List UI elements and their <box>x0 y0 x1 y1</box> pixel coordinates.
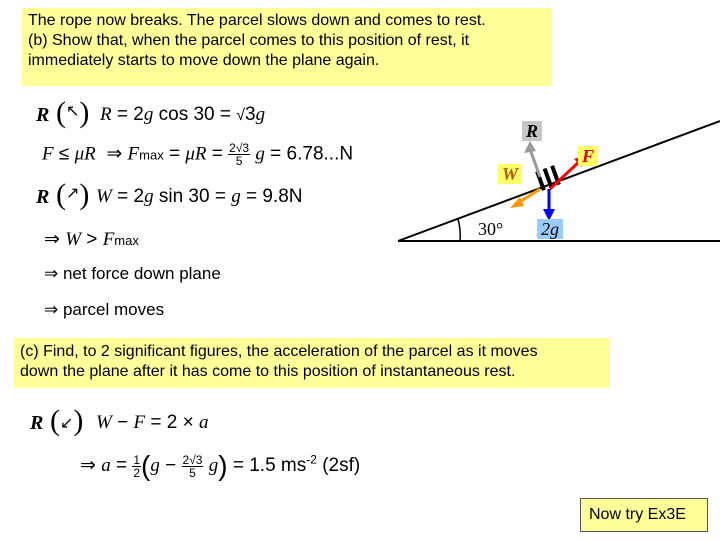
question-b-line-1: The rope now breaks. The parcel slows down and comes to rest. <box>28 12 486 29</box>
diagram-label-2g: 2g <box>537 219 563 240</box>
direction-R-1: R <box>36 104 50 126</box>
direction-arrow-down-plane: (↙) <box>50 404 84 437</box>
question-b-box <box>22 8 552 86</box>
question-b-line-2: (b) Show that, when the parcel comes to this position of rest, it <box>28 32 470 49</box>
net-force-line <box>44 264 221 284</box>
direction-R-2: R <box>36 186 50 208</box>
moves-line <box>44 300 164 320</box>
question-c-box <box>14 338 610 388</box>
now-try-exercise-button[interactable]: Now try Ex3E <box>580 498 708 532</box>
diagram-label-W: W <box>498 164 522 185</box>
angle-arc <box>458 219 460 241</box>
friction-max-eq: F ≤ μR ⇒ Fmax = μR = $\frac{2√3}{5}$ g = 6.78...N <box>42 141 354 168</box>
diagram-label-F: F <box>578 146 598 167</box>
acceleration-eq: ⇒ a = $\frac{1}{2}$ (g − $\frac{2√3}{5}$ g) = 1.5 $ms^{-2}$ (2sf) <box>80 450 361 481</box>
weight-component-eq: W = 2g sin 30 = g = 9.8N <box>96 186 303 207</box>
question-c-line-1: (c) Find, to 2 significant figures, the acceleration of the parcel as it moves <box>20 343 538 360</box>
parcel <box>535 165 561 191</box>
implies-symbol-2: ⇒ <box>44 300 63 319</box>
moves-text: parcel moves <box>62 300 165 319</box>
direction-arrow-perp: (↖) <box>56 96 90 129</box>
fraction-2root3-over-5: $\frac{2√3}{5}$ <box>229 141 250 168</box>
normal-reaction-eq: R = 2g cos 30 = √3g <box>100 104 266 125</box>
compare-eq: ⇒ W > Fmax <box>44 229 139 250</box>
newton-second-law-eq: W − F = 2 × a <box>96 412 209 433</box>
reaction-arrowhead <box>524 141 536 153</box>
direction-R-3: R <box>30 412 44 434</box>
diagram-label-R: R <box>522 121 542 142</box>
fraction-one-half: $\frac{1}{2}$ <box>133 452 141 480</box>
question-b-line-3: immediately starts to move down the plane again. <box>28 52 380 69</box>
implies-symbol-1: ⇒ <box>44 264 63 283</box>
fraction-2root3-over-5-b: $\frac{2√3}{5}$ <box>182 452 203 480</box>
diagram-label-angle: 30° <box>478 219 504 239</box>
question-c-line-2: down the plane after it has come to this position of instantaneous rest. <box>20 363 516 380</box>
direction-arrow-parallel: (↗) <box>56 178 90 211</box>
net-force-text: net force down plane <box>62 264 221 283</box>
reaction-arrow <box>530 149 540 177</box>
